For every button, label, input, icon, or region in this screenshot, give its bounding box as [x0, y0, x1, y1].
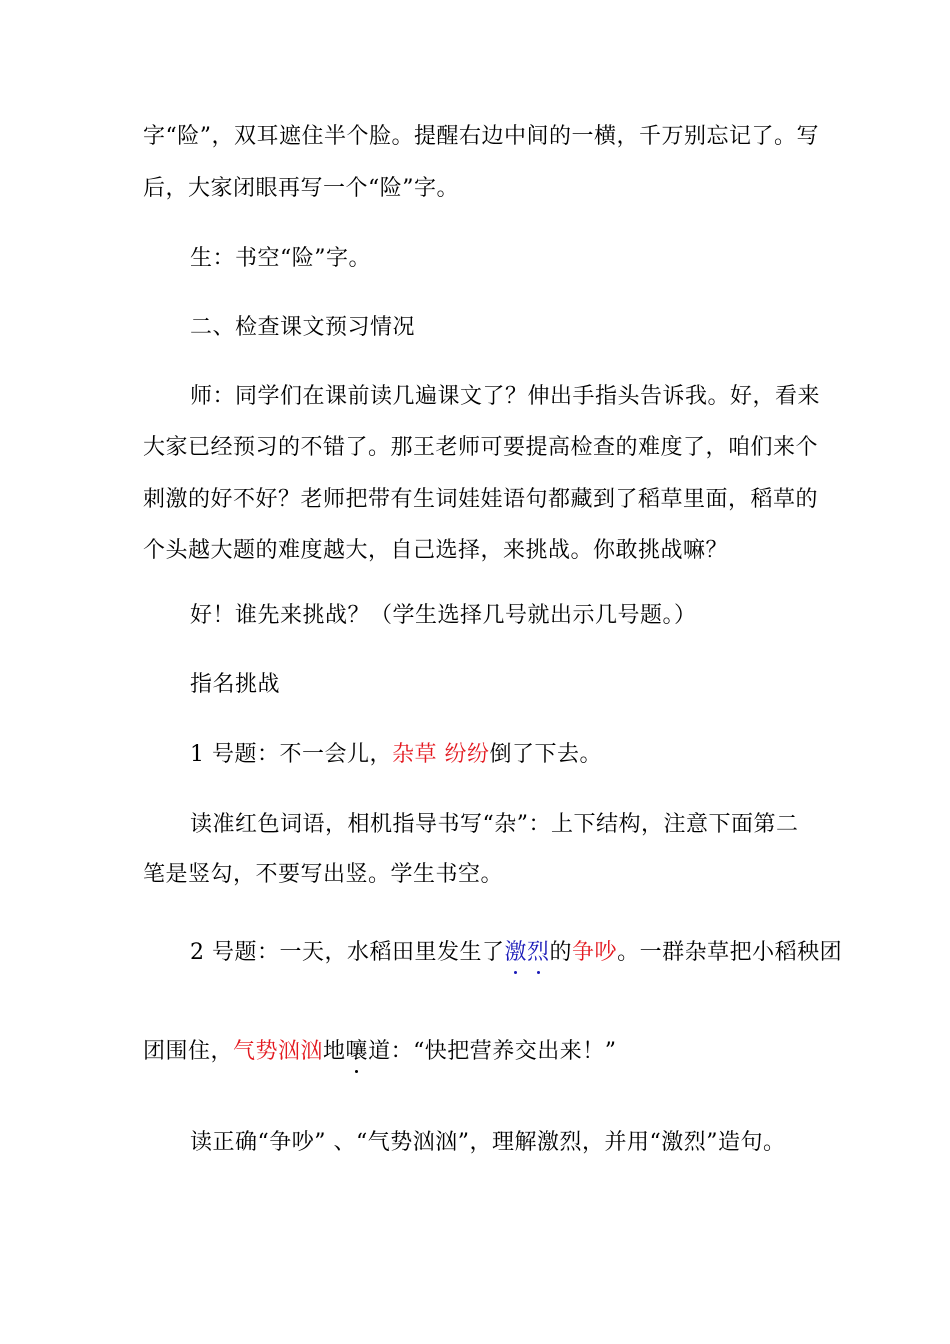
highlight-word: 纷纷	[444, 742, 490, 767]
paragraph-line: 生：书空“险”字。	[190, 246, 371, 271]
paragraph-line: 好！谁先来挑战？（学生选择几号就出示几号题。）	[190, 603, 697, 628]
highlight-word: 争吵	[572, 940, 618, 965]
emphasis-char: 激	[505, 938, 528, 968]
paragraph-line: 笔是竖勾，不要写出竖。学生书空。	[143, 862, 504, 887]
paragraph-line: 刺激的好不好？老师把带有生词娃娃语句都藏到了稻草里面，稻草的	[143, 487, 819, 512]
paragraph-line: 后，大家闭眼再写一个“险”字。	[143, 176, 459, 201]
question-2-suffix: 。一群杂草把小稻秧团	[617, 940, 843, 965]
question-2-prefix: 2 号题：一天，水稻田里发生了	[190, 940, 505, 965]
emphasis-char: 嚷	[346, 1037, 369, 1067]
paragraph-line: 大家已经预习的不错了。那王老师可要提高检查的难度了，咱们来个	[143, 435, 819, 460]
question-2-cont-mid: 地	[323, 1039, 346, 1064]
section-heading: 二、检查课文预习情况	[190, 315, 416, 340]
paragraph-line: 读正确“争吵” 、“气势汹汹”，理解激烈，并用“激烈”造句。	[190, 1130, 786, 1155]
paragraph-line: 师：同学们在课前读几遍课文了？伸出手指头告诉我。好，看来	[190, 384, 821, 409]
question-2	[190, 938, 842, 968]
question-1	[190, 740, 602, 770]
paragraph-line: 字“险”，双耳遮住半个脸。提醒右边中间的一横，千万别忘记了。写	[143, 124, 819, 149]
highlight-word: 杂草	[392, 742, 438, 767]
question-1-prefix: 1 号题：不一会儿，	[190, 742, 392, 767]
emphasis-char: 烈	[527, 938, 550, 968]
paragraph-line: 指名挑战	[190, 672, 281, 697]
paragraph-line: 读准红色词语，相机指导书写“杂”：上下结构，注意下面第二	[190, 812, 799, 837]
paragraph-line: 个头越大题的难度越大，自己选择，来挑战。你敢挑战嘛？	[143, 538, 729, 563]
question-2-cont-prefix: 团围住，	[143, 1039, 234, 1064]
question-2-continued	[143, 1037, 617, 1067]
question-2-cont-suffix: 道：“快把营养交出来！”	[368, 1039, 617, 1064]
highlight-word: 气势汹汹	[233, 1039, 324, 1064]
question-2-mid: 的	[549, 940, 573, 965]
question-1-suffix: 倒了下去。	[489, 742, 603, 767]
